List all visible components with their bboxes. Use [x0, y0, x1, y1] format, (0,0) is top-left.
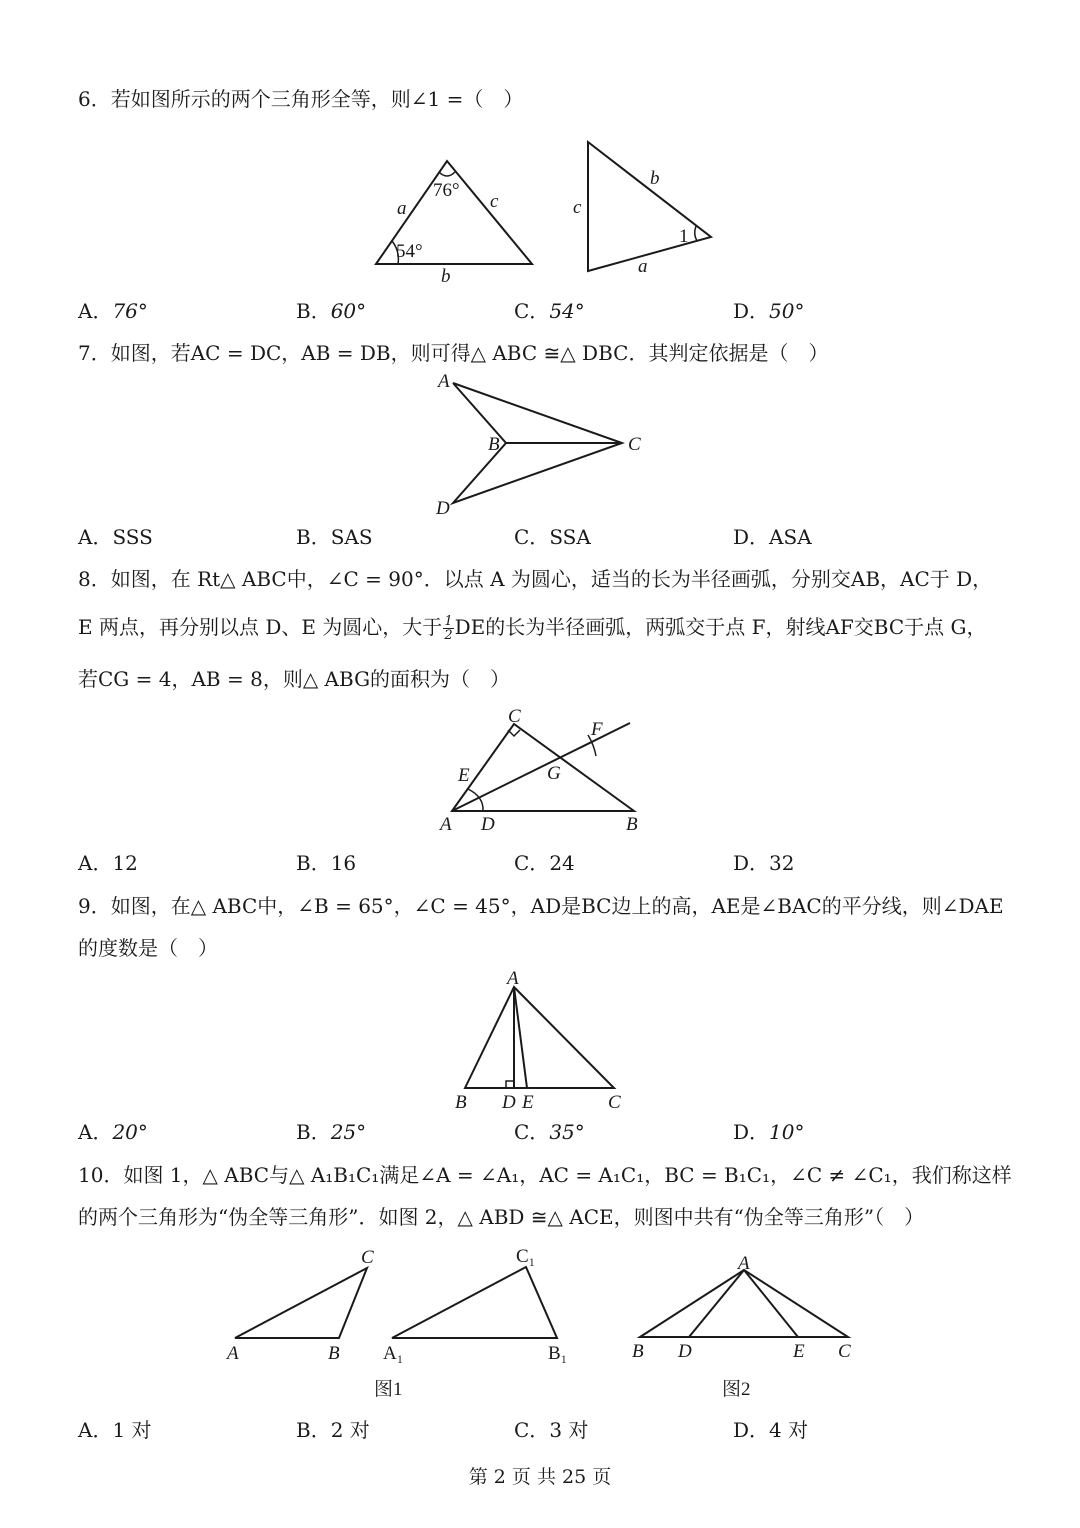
q6-t2-side-c: c: [573, 197, 582, 218]
q9-option-d: D．10°: [733, 1120, 805, 1144]
q10-option-d: D．4 对: [733, 1418, 809, 1442]
q6-option-c: C．54°: [514, 299, 585, 323]
q8-label-f: F: [591, 719, 603, 740]
q6-t1-side-b: b: [441, 266, 451, 287]
q8-label-b: B: [626, 814, 638, 835]
q6-option-a: A．76°: [78, 299, 148, 323]
q10-figure-2: [632, 1253, 851, 1400]
q6-option-d: D．50°: [733, 299, 805, 323]
q10-fig2-label-d: D: [678, 1341, 692, 1362]
q10-fig2-label-b: B: [632, 1341, 644, 1362]
q8-label-d: D: [481, 814, 495, 835]
q6-stem: 6．若如图所示的两个三角形全等，则∠1 =（ ）: [78, 87, 524, 111]
q6-t1-side-c: c: [490, 191, 499, 212]
q10-label-b1: B₁: [548, 1343, 568, 1364]
q10-fig2-label-c: C: [838, 1341, 851, 1362]
q6-t2-side-b: b: [650, 168, 660, 189]
q8-option-b: B．16: [296, 851, 357, 875]
q7-label-c: C: [628, 434, 641, 455]
q10-line-2: 的两个三角形为“伪全等三角形”．如图 2，△ ABD ≅△ ACE，则图中共有“伪全等三角形”（ ）: [78, 1205, 925, 1229]
q10-figure-1: [225, 1246, 567, 1400]
q8-label-a: A: [440, 814, 452, 835]
q10-label-a: A: [227, 1343, 239, 1364]
q8-option-d: D．32: [733, 851, 795, 875]
q7-option-a: A．SSS: [78, 525, 153, 549]
q6-t1-side-a: a: [397, 198, 407, 219]
q7-label-b: B: [488, 434, 500, 455]
q7-label-a: A: [438, 371, 450, 392]
q9-label-a: A: [507, 968, 519, 989]
q8-line-3: 若CG = 4，AB = 8，则△ ABG的面积为（ ）: [78, 667, 511, 691]
q6-option-b: B．60°: [296, 299, 367, 323]
q7-option-c: C．SSA: [514, 525, 591, 549]
q10-caption-1: 图1: [374, 1379, 403, 1400]
q7-option-b: B．SAS: [296, 525, 373, 549]
q8-fraction: $\frac{1}{2}$: [444, 614, 453, 643]
q8-line-2: E 两点，再分别以点 D、E 为圆心，大于 $\frac{1}{2}$ DE的长为半径画弧，两弧交于点 F，射线AF交BC于点 G，: [78, 614, 987, 643]
page-footer: 第 2 页 共 25 页: [468, 1466, 612, 1488]
q10-fig2-label-a: A: [738, 1253, 750, 1274]
q9-line-2: 的度数是（ ）: [78, 936, 218, 960]
q10-option-c: C．3 对: [514, 1418, 589, 1442]
q10-caption-2: 图2: [722, 1379, 751, 1400]
q9-option-a: A．20°: [78, 1120, 148, 1144]
q10-option-b: B．2 对: [296, 1418, 370, 1442]
q9-label-c: C: [608, 1092, 621, 1113]
q6-angle-76: 76°: [433, 180, 460, 201]
q8-label-c: C: [508, 706, 521, 727]
q9-option-b: B．25°: [296, 1120, 367, 1144]
q10-line-1: 10．如图 1，△ ABC与△ A₁B₁C₁满足∠A = ∠A₁，AC = A₁C₁，BC = B₁C₁，∠C ≠ ∠C₁，我们称这样: [78, 1163, 1012, 1187]
q9-option-c: C．35°: [514, 1120, 585, 1144]
q9-label-b: B: [455, 1092, 467, 1113]
q9-label-d: D: [502, 1092, 516, 1113]
q8-label-e: E: [458, 765, 470, 786]
q7-label-d: D: [436, 498, 450, 519]
q7-stem: 7．如图，若AC = DC，AB = DB，则可得△ ABC ≅△ DBC．其判定依据是（ ）: [78, 341, 829, 365]
q6-angle-1: 1: [679, 226, 689, 247]
q10-label-c: C: [361, 1247, 374, 1268]
q10-label-c1: C₁: [516, 1246, 536, 1267]
q10-label-a1: A₁: [383, 1343, 404, 1364]
q7-option-d: D．ASA: [733, 525, 812, 549]
q6-t2-side-a: a: [638, 256, 648, 277]
q9-label-e: E: [522, 1092, 534, 1113]
q6-angle-54: 54°: [396, 241, 423, 262]
q9-line-1: 9．如图，在△ ABC中，∠B = 65°，∠C = 45°，AD是BC边上的高，AE是∠BAC的平分线，则∠DAE: [78, 894, 1004, 918]
q10-label-b: B: [328, 1343, 340, 1364]
q8-option-c: C．24: [514, 851, 575, 875]
q8-line-1: 8．如图，在 Rt△ ABC中，∠C = 90°．以点 A 为圆心，适当的长为半径画弧，分别交AB，AC于 D，: [78, 567, 993, 591]
q10-option-a: A．1 对: [78, 1418, 152, 1442]
q8-option-a: A．12: [78, 851, 138, 875]
q10-fig2-label-e: E: [793, 1341, 805, 1362]
q8-label-g: G: [547, 763, 561, 784]
